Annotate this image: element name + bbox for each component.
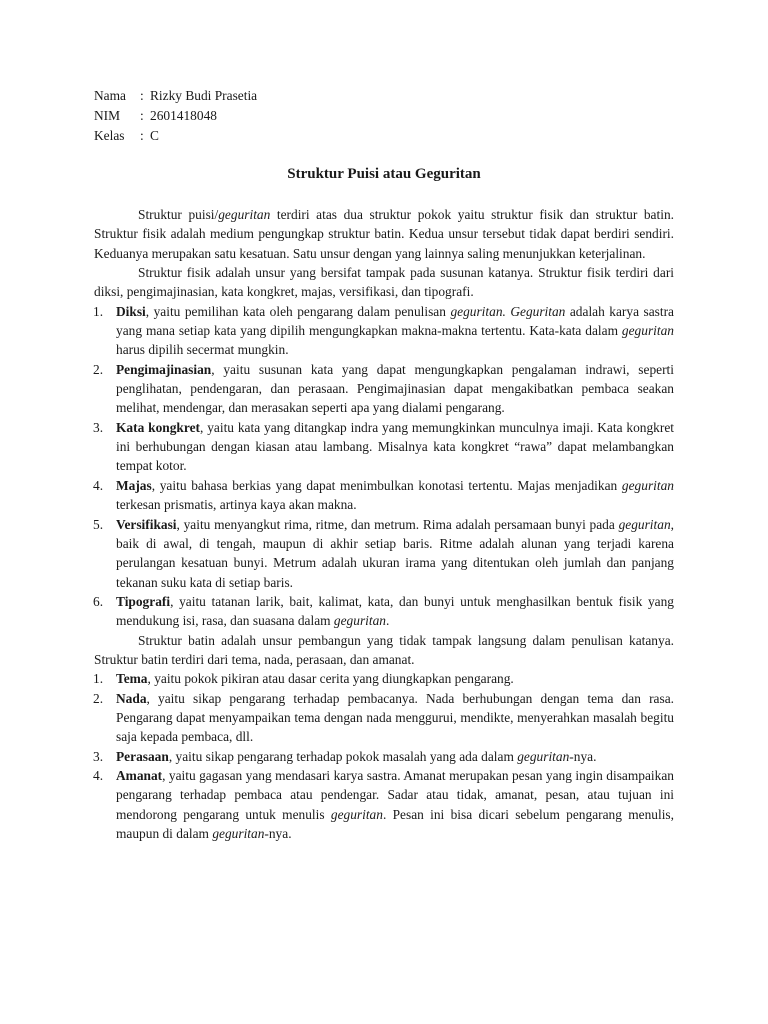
list-item <box>94 592 674 631</box>
list-term: Tema <box>116 671 148 687</box>
nim-label: NIM <box>94 108 121 123</box>
list-item <box>94 515 674 592</box>
list-term: Versifikasi <box>116 516 177 532</box>
italic-term: geguritan <box>218 207 271 222</box>
list-term: Nada <box>116 690 147 706</box>
nim-row <box>94 106 257 126</box>
list-number: 4. <box>93 767 104 783</box>
text: harus dipilih secermat mungkin. <box>116 342 289 358</box>
separator: : <box>140 108 144 123</box>
text: -nya. <box>569 748 597 764</box>
list-item <box>94 360 674 418</box>
separator: : <box>140 128 144 143</box>
list-item <box>94 669 674 688</box>
nim-value: 2601418048 <box>150 108 217 123</box>
list-number: 3. <box>93 748 104 764</box>
separator: : <box>140 88 144 103</box>
list-term: Kata kongkret <box>116 419 200 435</box>
name-value: Rizky Budi Prasetia <box>150 88 258 103</box>
text: , yaitu kata yang ditangkap indra yang memungkinkan munculnya imaji. Kata kongkret ini berhubungan dengan kiasan atau lambang. Misalnya kata kongkret “rawa” dapat melambangkan tempat kotor. <box>116 419 674 474</box>
text: , yaitu bahasa berkias yang dapat menimbulkan konotasi tertentu. Majas menjadikan <box>151 477 622 493</box>
text: adalah karya sastra yang mana setiap kata yang dipilih mengungkapkan makna-makna tertentu. Kata-kata dalam <box>116 303 674 339</box>
list-number: 1. <box>93 671 104 687</box>
text: -nya. <box>264 826 292 841</box>
name-label: Nama <box>94 88 126 103</box>
list-item <box>94 689 674 747</box>
list-term: Tipografi <box>116 593 171 609</box>
list-item <box>94 418 674 476</box>
fisik-list <box>94 302 674 631</box>
class-label: Kelas <box>94 128 125 143</box>
text: , yaitu sikap pengarang terhadap pembacanya. Nada berhubungan dengan tema dan rasa. Pengarang dapat menyampaikan tema dengan nada menggurui, mendikte, menyerahkan masalah begitu saja kepada pembaca, dll. <box>116 690 674 745</box>
batin-paragraph: Struktur batin adalah unsur pembangun yang tidak tampak langsung dalam penulisan katanya. Struktur batin terdiri dari tema, nada, perasaan, dan amanat. <box>94 632 674 667</box>
document-body <box>94 205 674 843</box>
italic-term: geguritan <box>621 323 674 339</box>
list-number: 2. <box>93 361 104 377</box>
italic-term: geguritan <box>621 477 674 493</box>
page-title: Struktur Puisi atau Geguritan <box>287 166 481 182</box>
text: , yaitu menyangkut rima, ritme, dan metrum. Rima adalah persamaan bunyi pada <box>176 516 619 532</box>
list-number: 2. <box>93 690 104 706</box>
list-item <box>94 766 674 843</box>
list-number: 5. <box>93 516 104 532</box>
text: . Pesan ini bisa dicari sebelum pengarang menulis, maupun di dalam <box>116 806 674 841</box>
student-info <box>94 86 257 146</box>
intro-paragraph <box>94 205 674 263</box>
list-term: Pengimajinasian <box>116 361 212 377</box>
list-term: Perasaan <box>116 748 169 764</box>
text: . <box>386 613 390 629</box>
italic-term: geguritan <box>330 806 383 822</box>
list-number: 3. <box>93 419 104 435</box>
text: , yaitu pokok pikiran atau dasar cerita yang diungkapkan pengarang. <box>147 671 514 687</box>
text: Struktur puisi/ <box>138 207 219 222</box>
list-item <box>94 302 674 360</box>
fisik-paragraph: Struktur fisik adalah unsur yang bersifat tampak pada susunan katanya. Struktur fisik terdiri dari diksi, pengimajinasian, kata kongkret, majas, versifikasi, dan tipografi. <box>94 265 674 300</box>
text: , yaitu gagasan yang mendasari karya sastra. Amanat merupakan pesan yang ingin disampaikan pengarang terhadap pembaca atau pendengar. Sadar atau tidak, amanat, pesan, atau tujuan ini mendorong pengarang untuk menulis <box>116 767 674 822</box>
italic-term: geguritan <box>333 613 386 629</box>
class-row <box>94 126 257 146</box>
list-item <box>94 476 674 515</box>
text: , baik di awal, di tengah, maupun di akhir setiap baris. Ritme adalah alunan yang terjadi karena perulangan kesatuan bunyi. Metrum adalah ukuran irama yang ditentukan oleh jumlah dan panjang tekanan suku kata di setiap baris. <box>116 516 674 590</box>
name-row <box>94 86 257 106</box>
batin-list <box>94 669 674 843</box>
text: , yaitu pemilihan kata oleh pengarang dalam penulisan <box>145 303 451 319</box>
list-number: 6. <box>93 593 104 609</box>
text: , yaitu susunan kata yang dapat mengungkapkan pengalaman indrawi, seperti penglihatan, pendengaran, dan perasaan. Pengimajinasian dapat mengakibatkan pembaca seakan melihat, mendengar, dan merasakan seperti apa yang dialami pengarang. <box>116 361 674 416</box>
text: terkesan prismatis, artinya kaya akan makna. <box>116 497 357 513</box>
class-value: C <box>150 128 159 143</box>
italic-term: geguritan <box>618 516 671 532</box>
list-item <box>94 747 674 766</box>
list-term: Diksi <box>116 303 146 319</box>
italic-term: geguritan. Geguritan <box>450 303 566 319</box>
italic-term: geguritan <box>517 748 570 764</box>
text: , yaitu sikap pengarang terhadap pokok masalah yang ada dalam <box>168 748 518 764</box>
text: terdiri atas dua struktur pokok yaitu struktur fisik dan struktur batin. Struktur fisik adalah medium pengungkap struktur batin. Kedua unsur tersebut tidak dapat berdiri sendiri. Keduanya merupakan satu kesatuan. Satu unsur dengan yang lainnya saling menunjukkan keterjalinan. <box>94 207 674 261</box>
list-number: 1. <box>93 303 104 319</box>
list-number: 4. <box>93 477 104 493</box>
list-term: Amanat <box>116 767 163 783</box>
italic-term: geguritan <box>212 826 265 841</box>
list-term: Majas <box>116 477 152 493</box>
text: , yaitu tatanan larik, bait, kalimat, kata, dan bunyi untuk menghasilkan bentuk fisik yang mendukung isi, rasa, dan suasana dalam <box>116 593 674 629</box>
